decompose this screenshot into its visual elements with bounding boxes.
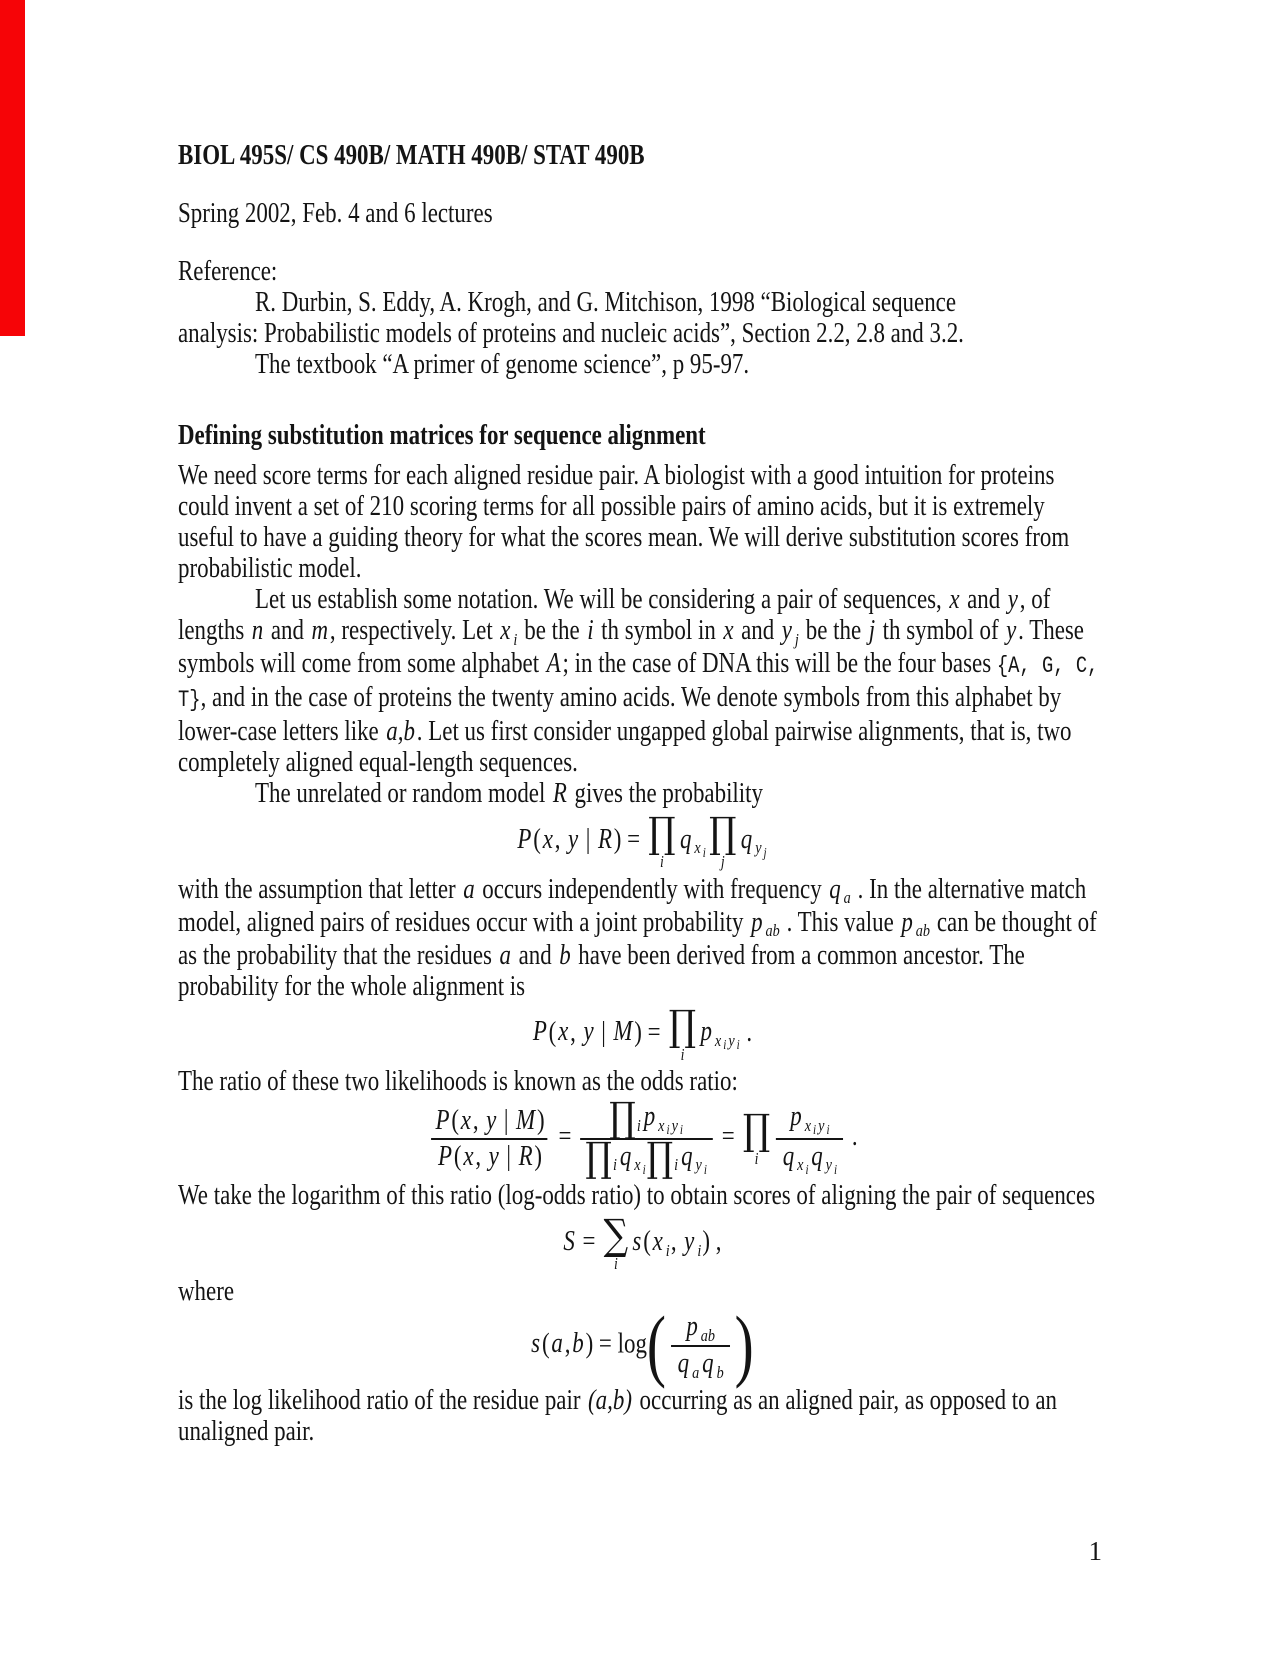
page-content [178, 140, 1105, 1447]
paragraph-notation: Let us establish some notation. We will be considering a pair of sequences, x and y, of lengths n and m, respectively. Let x i be the i th symbol in x and y j be the j th symbol of y. These symbols will come from some alphabet A; in the case of DNA this will be the four bases {A, G, C, T}, and in the case of proteins the twenty amino acids. We denote symbols from this alphabet by lower-case letters like a,b. Let us first consider ungapped global pairwise alignments, that is, two completely aligned equal-length sequences. [178, 584, 1099, 778]
reference-line: R. Durbin, S. Eddy, A. Krogh, and G. Mitchison, 1998 “Biological sequence [254, 287, 957, 318]
reference-line: The textbook “A primer of genome science”, p 95-97. [254, 349, 750, 380]
formula-match-model: P(x, y | M) = ∏ i p x i y i . [532, 1000, 753, 1064]
section-heading: Defining substitution matrices for sequence alignment [178, 420, 706, 451]
reference-label: Reference: [178, 256, 278, 287]
formula-odds-ratio: $\frac{P(x, y | M)}{P(x, y | R)}$ = $\frac{\text{∏i p x i y i}}{\text{∏i q x i∏i q y i}}$ = ∏ i $\frac{\text{p x i y i}}{\text{q x iq y i}}$ . [178, 1100, 1105, 1177]
red-edge-marker [0, 0, 25, 336]
reference-line: analysis: Probabilistic models of proteins and nucleic acids”, Section 2.2, 2.8 and 3.2. [178, 318, 964, 349]
paragraph-where: where [178, 1276, 235, 1308]
formula-score-sum: S = ∑ i s(x i, y i) , [563, 1210, 722, 1274]
course-title: BIOL 495S/ CS 490B/ MATH 490B/ STAT 490B [178, 140, 645, 171]
formula-random-model: P(x, y | R) = ∏ i q x i ∏ j q y j [517, 807, 767, 871]
paragraph-odds-ratio: The ratio of these two likelihoods is known as the odds ratio: [178, 1066, 738, 1098]
paragraph-intro: We need score terms for each aligned residue pair. A biologist with a good intuition for proteins could invent a set of 210 scoring terms for all possible pairs of amino acids, but it is extremely useful to have a guiding theory for what the scores mean. We will derive substitution scores from probabilistic model. [178, 460, 1070, 584]
paragraph-match-model: with the assumption that letter a occurs independently with frequency q a . In the alternative match model, aligned pairs of residues occur with a joint probability p ab . This value p ab can be thought of as the probability that the residues a and b have been derived from a common ancestor. The probability for the whole alignment is [178, 873, 1097, 1002]
paragraph-random-model: The unrelated or random model R gives the probability [254, 777, 764, 809]
term-line: Spring 2002, Feb. 4 and 6 lectures [178, 198, 493, 229]
paragraph-log-likelihood: is the log likelihood ratio of the residue pair (a,b) occurring as an aligned pair, as opposed to an unaligned pair. [178, 1384, 1058, 1447]
paragraph-log-odds: We take the logarithm of this ratio (log-odds ratio) to obtain scores of aligning the pair of sequences [178, 1180, 1096, 1212]
page-number: 1 [1088, 1536, 1102, 1566]
formula-score-definition: s(a,b) = log ( $\frac{\text{p ab}}{\text{q a q b}}$ ) [531, 1301, 754, 1390]
